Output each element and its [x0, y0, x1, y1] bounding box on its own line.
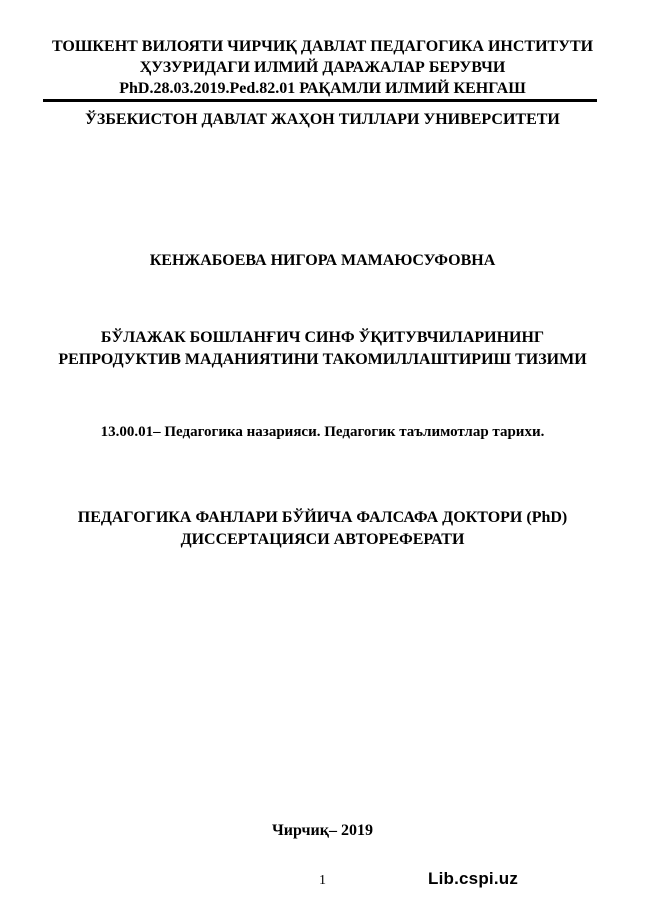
degree-heading: [0, 507, 645, 551]
council-header: [0, 36, 645, 99]
author-name: КЕНЖАБОЕВА НИГОРА МАМАЮСУФОВНА: [149, 252, 496, 269]
council-line-1: ТОШКЕНТ ВИЛОЯТИ ЧИРЧИҚ ДАВЛАТ ПЕДАГОГИКА ИНСТИТУТИ: [51, 38, 594, 55]
city-year: Чирчиқ– 2019: [272, 822, 373, 839]
council-line-2: ҲУЗУРИДАГИ ИЛМИЙ ДАРАЖАЛАР БЕРУВЧИ: [139, 59, 506, 76]
library-watermark: Lib.cspi.uz: [428, 869, 519, 888]
council-line-3: PhD.28.03.2019.Ped.82.01 РАҚАМЛИ ИЛМИЙ КЕНГАШ: [119, 80, 526, 97]
dissertation-title: [0, 327, 645, 371]
page-number: 1: [319, 873, 326, 888]
university-name: ЎЗБЕКИСТОН ДАВЛАТ ЖАҲОН ТИЛЛАРИ УНИВЕРСИТЕТИ: [85, 111, 560, 128]
degree-line-1: ПЕДАГОГИКА ФАНЛАРИ БЎЙИЧА ФАЛСАФА ДОКТОРИ (PhD): [77, 509, 568, 526]
specialty-code: 13.00.01– Педагогика назарияси. Педагогик таълимотлар тарихи.: [100, 424, 545, 440]
title-line-2: РЕПРОДУКТИВ МАДАНИЯТИНИ ТАКОМИЛЛАШТИРИШ ТИЗИМИ: [58, 351, 587, 368]
title-line-1: БЎЛАЖАК БОШЛАНҒИЧ СИНФ ЎҚИТУВЧИЛАРИНИНГ: [100, 329, 545, 346]
degree-line-2: ДИССЕРТАЦИЯСИ АВТОРЕФЕРАТИ: [180, 531, 465, 548]
horizontal-rule: [43, 99, 597, 102]
